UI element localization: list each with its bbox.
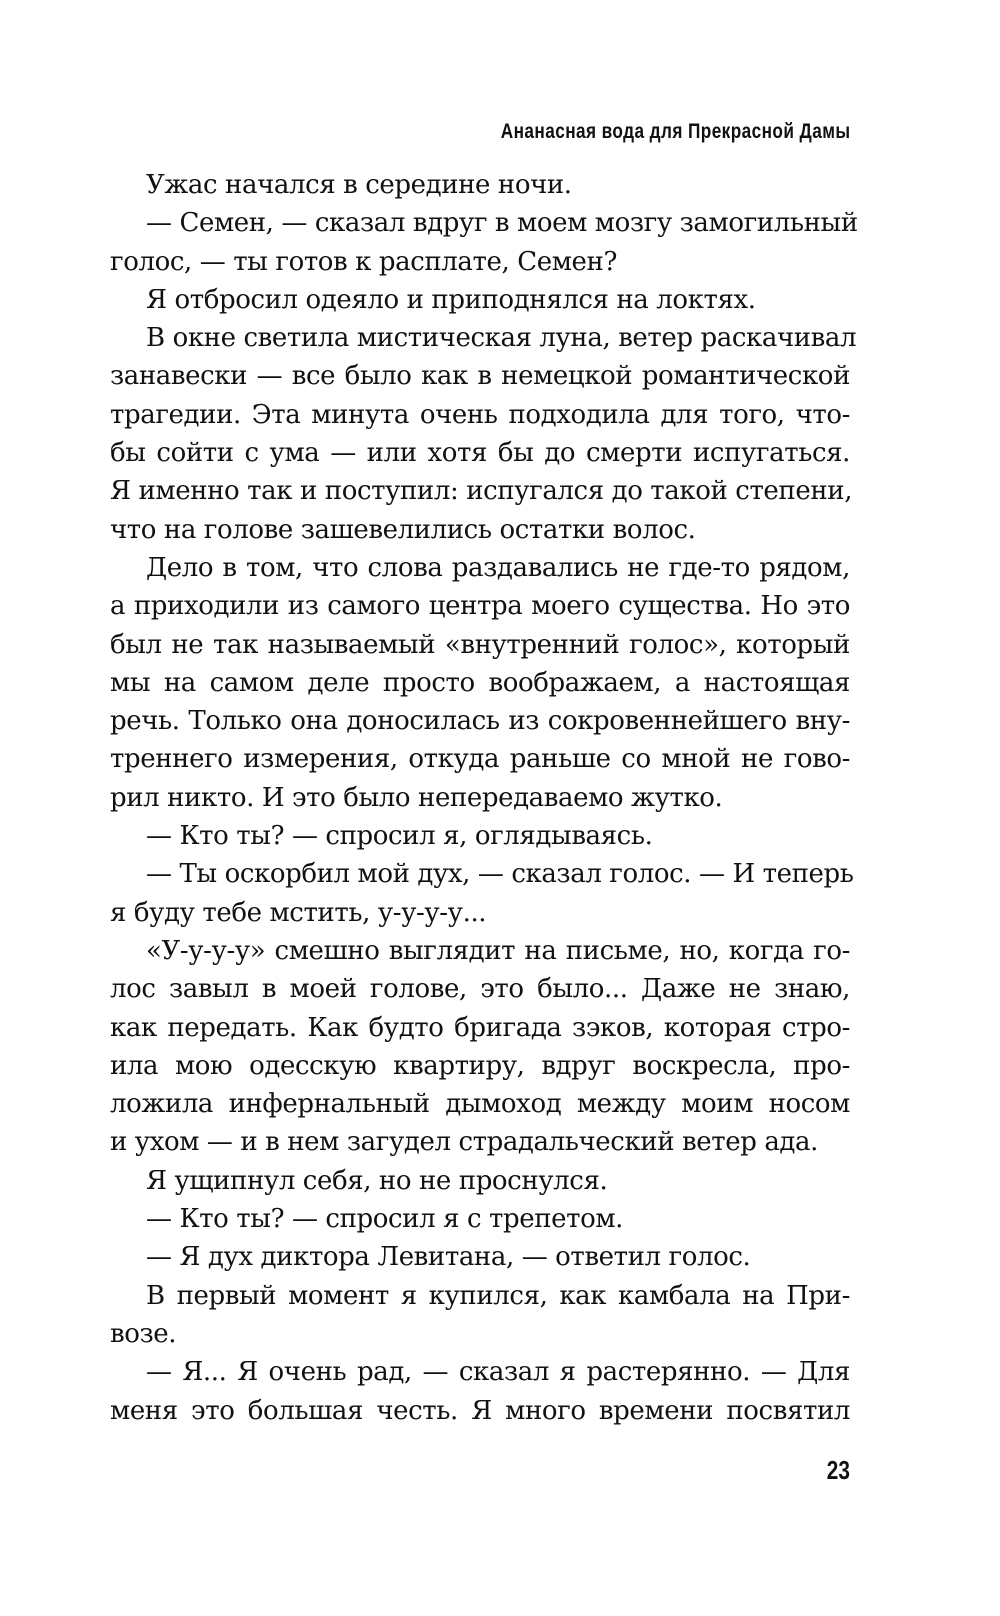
text-line: — Семен, — сказал вдруг в моем мозгу замогильный [146,208,858,239]
text-line: речь. Только она доносилась из сокровеннейшего вну- [110,706,850,737]
text-line: «У-у-у-у» смешно выглядит на письме, но, когда го- [146,935,850,966]
text-line: и ухом — и в нем загудел страдальческий ветер ада. [110,1127,819,1158]
text-line: мы на самом деле просто воображаем, а настоящая [110,667,850,698]
page-body-text [110,166,858,1430]
text-line: Я именно так и поступил: испугался до такой степени, [110,476,853,507]
text-line: Ужас начался в середине ночи. [146,170,572,200]
text-line: был не так называемый «внутренний голос», который [110,629,850,660]
text-line: Дело в том, что слова раздавались не где-то рядом, [146,552,850,583]
text-line: я буду тебе мстить, у-у-у-у... [110,897,487,928]
text-line: рил никто. И это было непередаваемо жутко. [110,782,723,813]
text-line: лос завыл в моей голове, это было... Даже не знаю, [110,974,850,1005]
text-line: что на голове зашевелились остатки волос. [110,514,696,545]
text-line: а приходили из самого центра моего существа. Но это [110,591,850,622]
text-line: ложила инфернальный дымоход между моим носом [110,1089,850,1120]
text-line: ила мою одесскую квартиру, вдруг воскресла, про- [110,1050,850,1081]
text-line: возе. [110,1318,177,1349]
text-line: занавески — все было как в немецкой романтической [110,361,850,392]
text-line: голос, — ты готов к расплате, Семен? [110,246,617,277]
text-line: Я ущипнул себя, но не проснулся. [146,1165,608,1196]
text-line: В первый момент я купился, как камбала на При- [146,1280,850,1311]
page-number: 23 [826,1455,850,1485]
text-line: меня это большая честь. Я много времени посвятил [110,1395,850,1426]
text-line: — Кто ты? — спросил я с трепетом. [146,1204,624,1235]
text-line: — Я дух диктора Левитана, — ответил голос. [146,1242,751,1273]
text-line: бы сойти с ума — или хотя бы до смерти испугаться. [110,438,850,469]
text-line: трагедии. Эта минута очень подходила для того, что- [110,399,850,430]
running-header: Ананасная вода для Прекрасной Дамы [500,120,850,143]
text-line: треннего измерения, откуда раньше со мной не гово- [110,744,850,775]
text-line: — Кто ты? — спросил я, оглядываясь. [146,821,653,852]
text-line: Я отбросил одеяло и приподнялся на локтях. [146,284,756,315]
text-line: — Я... Я очень рад, — сказал я растерянно. — Для [146,1357,850,1388]
text-line: — Ты оскорбил мой дух, — сказал голос. — И теперь [146,859,854,890]
text-line: как передать. Как будто бригада зэков, которая стро- [110,1012,850,1043]
text-line: В окне светила мистическая луна, ветер раскачивал [146,323,857,354]
